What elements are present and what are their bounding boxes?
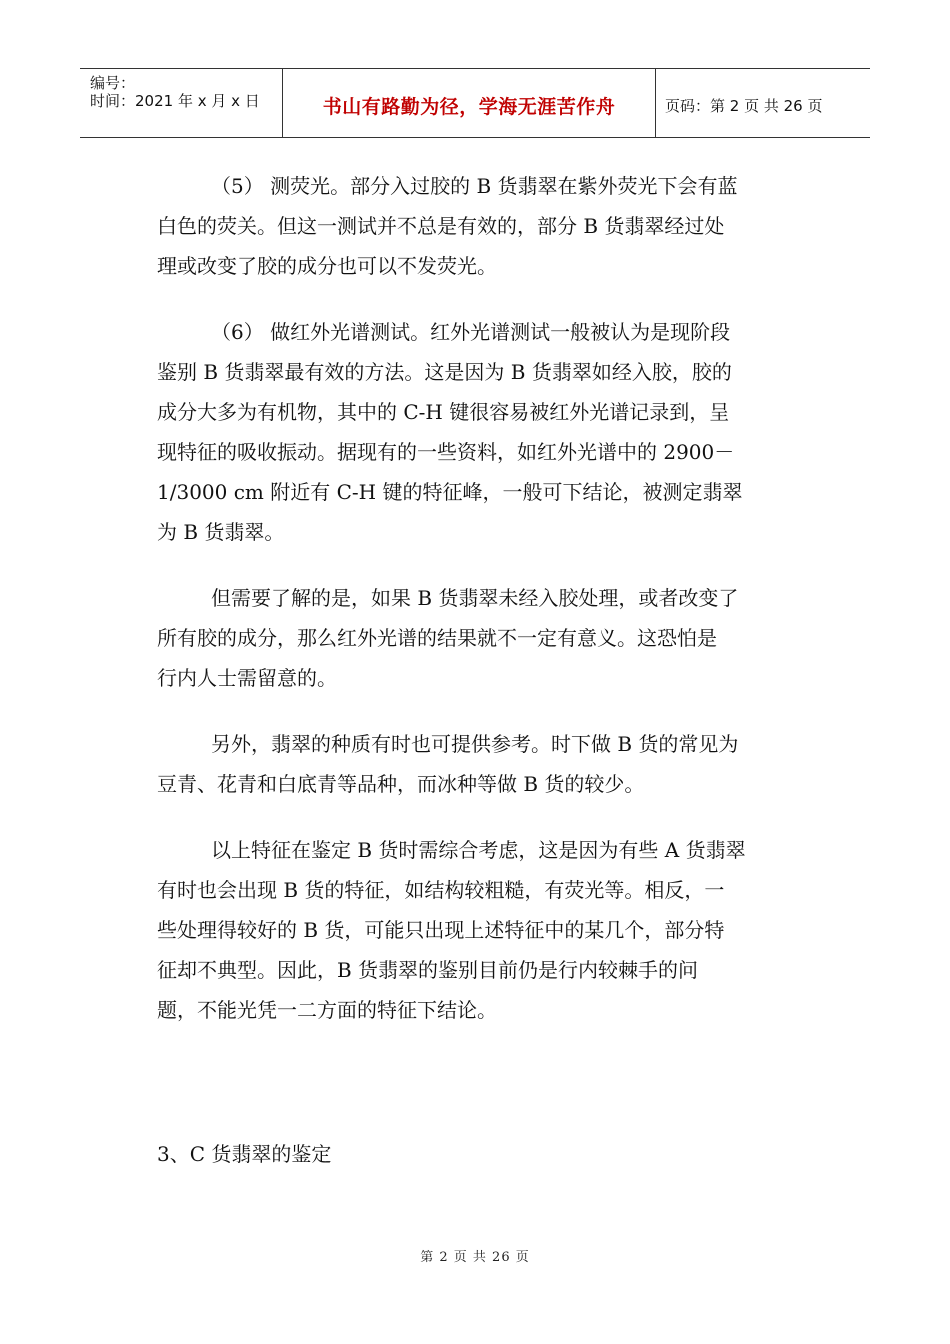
header-left-cell: [80, 69, 282, 137]
text-line: 鉴别 B 货翡翠最有效的方法。这是因为 B 货翡翠如经入胶，胶的: [157, 360, 732, 384]
text-line: 现特征的吸收振动。据现有的一些资料，如红外光谱中的 2900－: [157, 440, 735, 464]
text-line: 豆青、花青和白底青等品种，而冰种等做 B 货的较少。: [157, 772, 645, 796]
text-line: 些处理得较好的 B 货，可能只出现上述特征中的某几个，部分特: [157, 918, 725, 942]
text-line: 1/3000 cm 附近有 C-H 键的特征峰，一般可下结论，被测定翡翠: [157, 480, 743, 504]
text-line: 白色的荧关。但这一测试并不总是有效的，部分 B 货翡翠经过处: [157, 214, 725, 238]
text-line: （6） 做红外光谱测试。红外光谱测试一般被认为是现阶段: [211, 320, 731, 344]
page-info: 页码：第 2 页 共 26 页: [665, 96, 823, 115]
paragraph: [157, 166, 797, 286]
text-line: 成分大多为有机物，其中的 C-H 键很容易被红外光谱记录到，呈: [157, 400, 730, 424]
text-line: 有时也会出现 B 货的特征，如结构较粗糙，有荧光等。相反，一: [157, 878, 725, 902]
text-line: （5） 测荧光。部分入过胶的 B 货翡翠在紫外荧光下会有蓝: [211, 174, 738, 198]
text-line: 另外，翡翠的种质有时也可提供参考。时下做 B 货的常见为: [211, 732, 739, 756]
text-line: 以上特征在鉴定 B 货时需综合考虑，这是因为有些 A 货翡翠: [211, 838, 746, 862]
text-line: 为 B 货翡翠。: [157, 520, 285, 544]
text-line: 理或改变了胶的成分也可以不发荧光。: [157, 254, 497, 278]
paragraph: [157, 724, 797, 804]
page-footer: 第 2 页 共 26 页: [420, 1250, 530, 1265]
document-body: [157, 166, 797, 1056]
text-line: 但需要了解的是，如果 B 货翡翠未经入胶处理，或者改变了: [211, 586, 739, 610]
text-line: 行内人士需留意的。: [157, 666, 337, 690]
header-table: [80, 68, 870, 138]
paragraph: [157, 830, 797, 1030]
date-label: 时间：2021 年 x 月 x 日: [90, 92, 260, 110]
number-label: 编号：: [90, 74, 136, 92]
text-line: 题，不能光凭一二方面的特征下结论。: [157, 998, 497, 1022]
motto-text: 书山有路勤为径，学海无涯苦作舟: [322, 95, 616, 118]
text-line: 所有胶的成分，那么红外光谱的结果就不一定有意义。这恐怕是: [157, 626, 717, 650]
section-heading: 3、C 货翡翠的鉴定: [157, 1142, 332, 1166]
paragraph: [157, 312, 797, 552]
paragraph: [157, 578, 797, 698]
header-page-cell: [655, 69, 870, 137]
header-motto-cell: [282, 69, 656, 137]
text-line: 征却不典型。因此，B 货翡翠的鉴别目前仍是行内较棘手的问: [157, 958, 699, 982]
